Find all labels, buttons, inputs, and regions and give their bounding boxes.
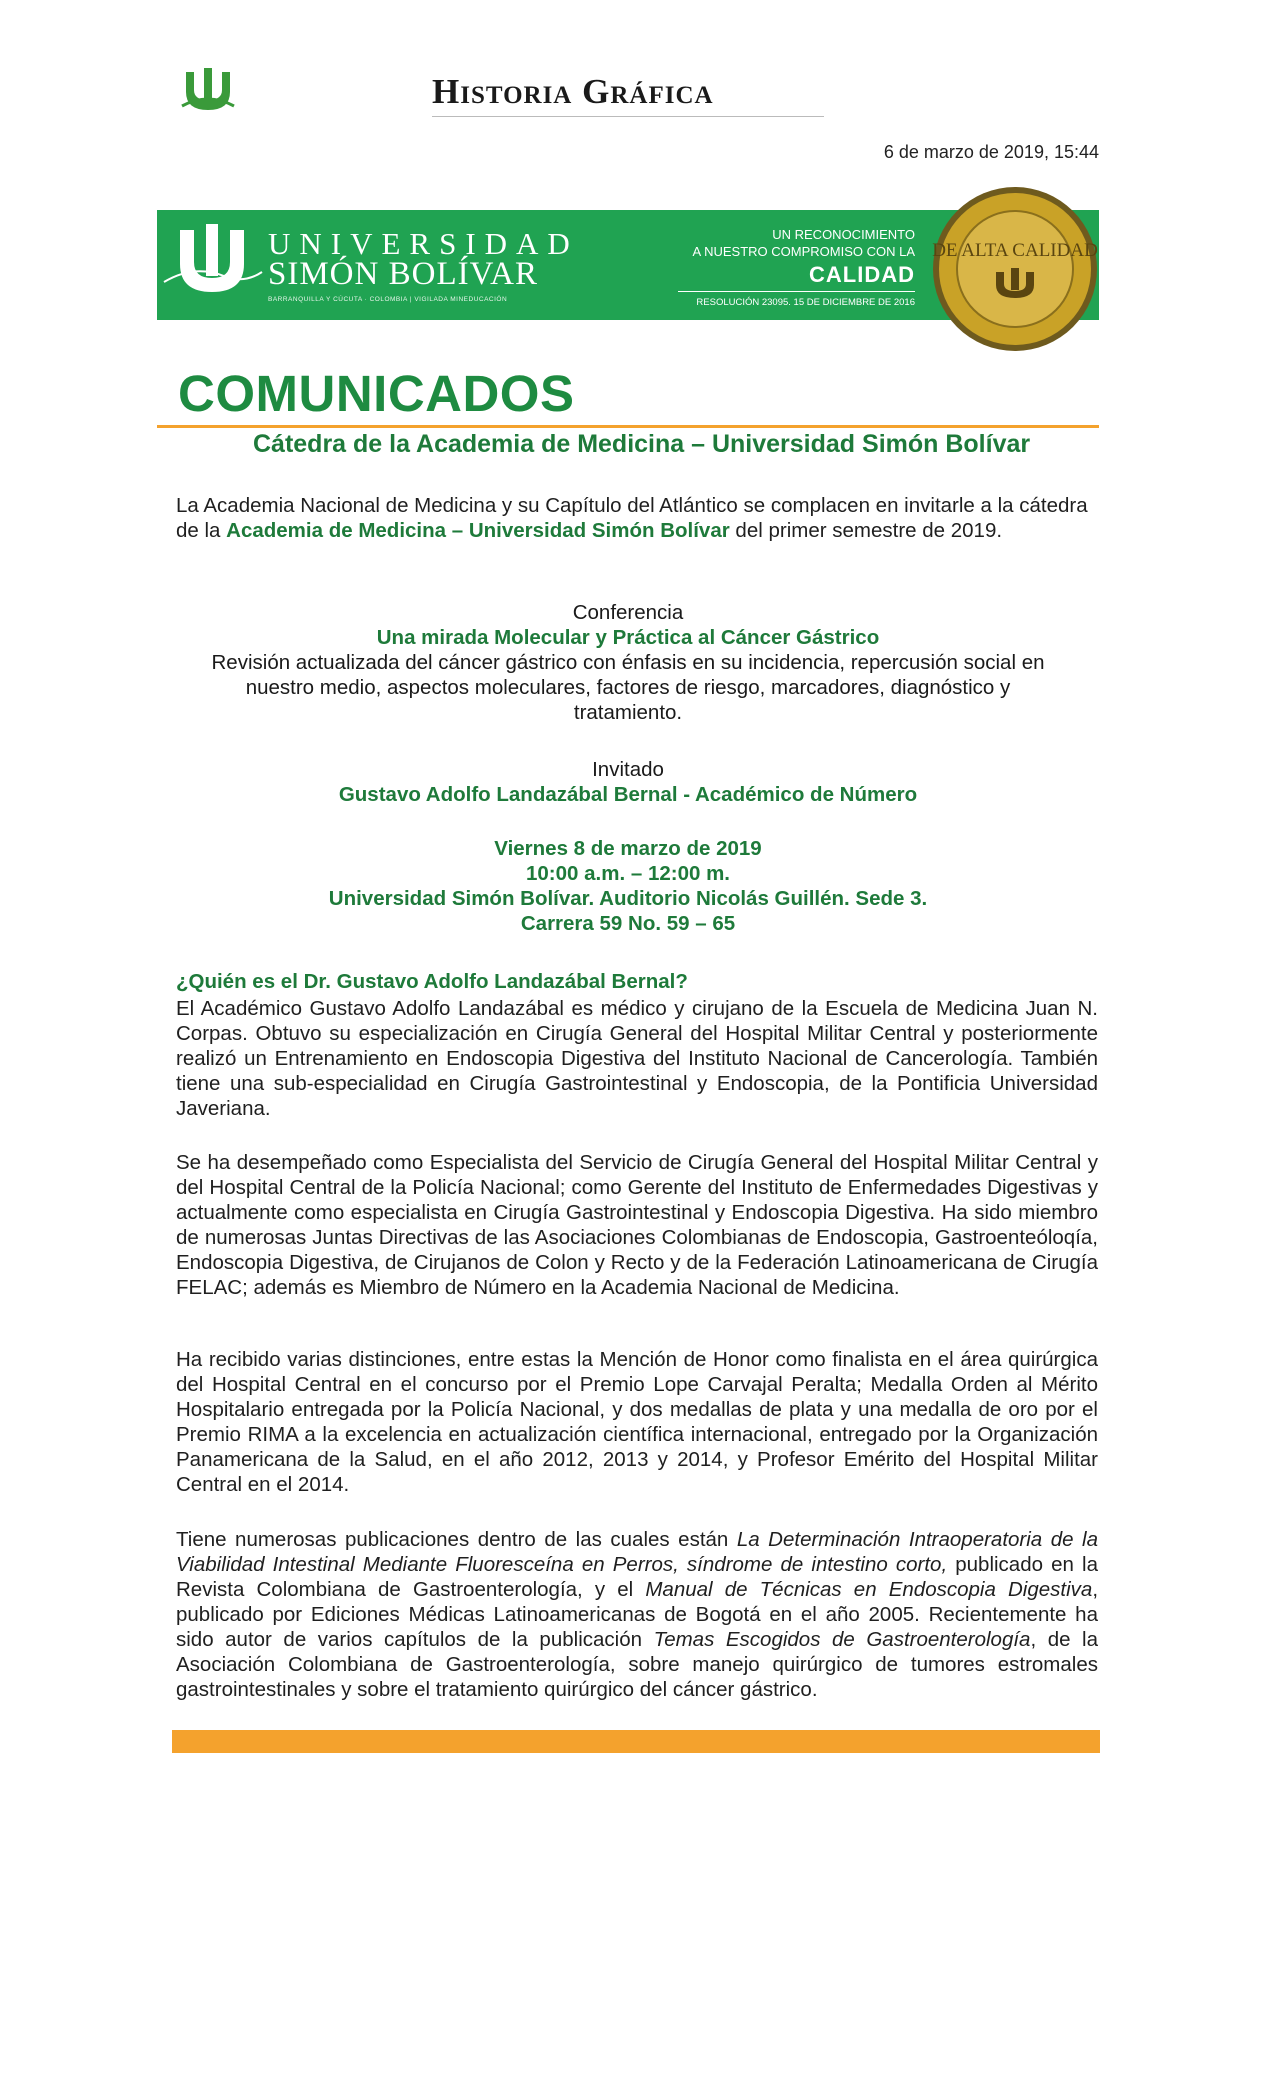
- page-title: Historia Gráfica: [432, 72, 714, 111]
- seal-text: DE ALTA CALIDAD: [932, 240, 1098, 261]
- section-subtitle: Cátedra de la Academia de Medicina – Universidad Simón Bolívar: [253, 430, 1031, 458]
- university-logo-icon: [178, 66, 238, 118]
- print-timestamp: 6 de marzo de 2019, 15:44: [883, 142, 1099, 162]
- bio-p4-title-2: Manual de Técnicas en Endoscopia Digestiva: [645, 1578, 1093, 1601]
- guest-label: Invitado: [592, 758, 664, 781]
- bio-paragraph-2: Se ha desempeñado como Especialista del Servicio de Cirugía General del Hospital Militar Central y del Hospital Central de la Policía Nacional; como Gerente del Instituto de Enfermedades Digestivas y actualmente como especialista en Cirugía Gastrointestinal y Endoscopia Digestiva. Ha sido miembro de numerosas Juntas Directivas de las Asociaciones Colombianas de Endoscopia, Gastroenteóloqía, Endoscopia Digestiva, de Cirujanos de Colon y Recto y de la Federación Latinoamericana de Cirugía FELAC; además es Miembro de Número en la Academia Nacional de Medicina.: [176, 1151, 1098, 1299]
- bio-p4-text-a: Tiene numerosas publicaciones dentro de las cuales están: [176, 1528, 737, 1551]
- bio-heading: ¿Quién es el Dr. Gustavo Adolfo Landazábal Bernal?: [176, 970, 688, 993]
- intro-highlight: Academia de Medicina – Universidad Simón Bolívar: [226, 519, 730, 542]
- section-divider: [157, 425, 1099, 428]
- conference-title: Una mirada Molecular y Práctica al Cáncer Gástrico: [376, 626, 880, 649]
- intro-paragraph: [176, 493, 1098, 543]
- bio-paragraph-1: El Académico Gustavo Adolfo Landazábal es médico y cirujano de la Escuela de Medicina Juan N. Corpas. Obtuvo su especialización en Cirugía General del Hospital Militar Central y posteriormente realizó un Entrenamiento en Endoscopia Digestiva del Instituto Nacional de Cancerología. También tiene una sub-especialidad en Cirugía Gastrointestinal y Endoscopia, de la Pontificia Universidad Javeriana.: [176, 997, 1098, 1120]
- banner-small-print: BARRANQUILLA Y CÚCUTA · COLOMBIA | VIGILADA MINEDUCACIÓN: [268, 296, 508, 303]
- bio-p4-title-3: Temas Escogidos de Gastroenterología: [653, 1628, 1031, 1651]
- banner-tagline-line1: UN RECONOCIMIENTO: [772, 227, 915, 242]
- banner-logo-icon: [160, 222, 265, 310]
- banner-resolution: RESOLUCIÓN 23095. 15 DE DICIEMBRE DE 2016: [696, 297, 915, 308]
- banner-tagline-line2: A NUESTRO COMPROMISO CON LA: [692, 244, 915, 259]
- bio-p4-text-e: , publicado por Ediciones Médicas Latinoamericanas de Bogotá en el año 2005. Recientemente ha sido autor de varios capítulos de la publicación: [176, 1578, 1099, 1651]
- bio-p4-title-1: La Determinación Intraoperatoria de la Viabilidad Intestinal Mediante Fluoresceína en Perros, síndrome de intestino corto,: [176, 1528, 1098, 1576]
- conference-description: Revisión actualizada del cáncer gástrico con énfasis en su incidencia, repercusión social en nuestro medio, aspectos moleculares, factores de riesgo, marcadores, diagnóstico y tratamiento.: [211, 651, 1045, 724]
- banner-name-line2: SIMÓN BOLÍVAR: [268, 256, 539, 292]
- quality-seal-icon: [930, 184, 1100, 354]
- event-address: Carrera 59 No. 59 – 65: [520, 912, 736, 935]
- banner-divider: [678, 291, 915, 292]
- event-date: Viernes 8 de marzo de 2019: [494, 837, 762, 860]
- section-title: COMUNICADOS: [178, 365, 575, 422]
- conference-block: [157, 600, 1099, 725]
- event-details: [157, 836, 1099, 936]
- bio-paragraph-4: [176, 1527, 1098, 1702]
- bio-paragraph-3: Ha recibido varias distinciones, entre estas la Mención de Honor como finalista en el área quirúrgica del Hospital Central en el concurso por el Premio Lope Carvajal Peralta; Medalla Orden al Mérito Hospitalario entregada por la Policía Nacional, y dos medallas de plata y una medalla de oro por el Premio RIMA a la excelencia en actualización científica internacional, entregado por la Organización Panamericana de la Salud, en el año 2012, 2013 y 2014, y Profesor Emérito del Hospital Militar Central en el 2014.: [176, 1348, 1098, 1496]
- intro-text-end: del primer semestre de 2019.: [729, 519, 1003, 542]
- bio-p4-text-g: , de la Asociación Colombiana de Gastroenterología, sobre manejo quirúrgico de tumores estromales gastrointestinales y sobre el tratamiento quirúrgico del cáncer gástrico.: [176, 1628, 1098, 1701]
- event-time: 10:00 a.m. – 12:00 m.: [526, 862, 730, 885]
- banner-quality-label: CALIDAD: [809, 262, 915, 287]
- bio-p4-text-c: publicado en la Revista Colombiana de Gastroenterología, y el: [176, 1553, 1098, 1601]
- conference-label: Conferencia: [572, 601, 684, 624]
- event-venue: Universidad Simón Bolívar. Auditorio Nicolás Guillén. Sede 3.: [328, 887, 928, 910]
- guest-name: Gustavo Adolfo Landazábal Bernal - Académico de Número: [338, 783, 918, 806]
- footer-bar: [172, 1730, 1100, 1753]
- title-divider: [432, 116, 824, 117]
- banner-tagline: [693, 226, 915, 260]
- banner-name-line1: UNIVERSIDAD: [268, 226, 579, 261]
- guest-block: [157, 757, 1099, 807]
- intro-text-start: La Academia Nacional de Medicina y su Capítulo del Atlántico se complacen en invitarle a la cátedra de la: [176, 494, 1088, 542]
